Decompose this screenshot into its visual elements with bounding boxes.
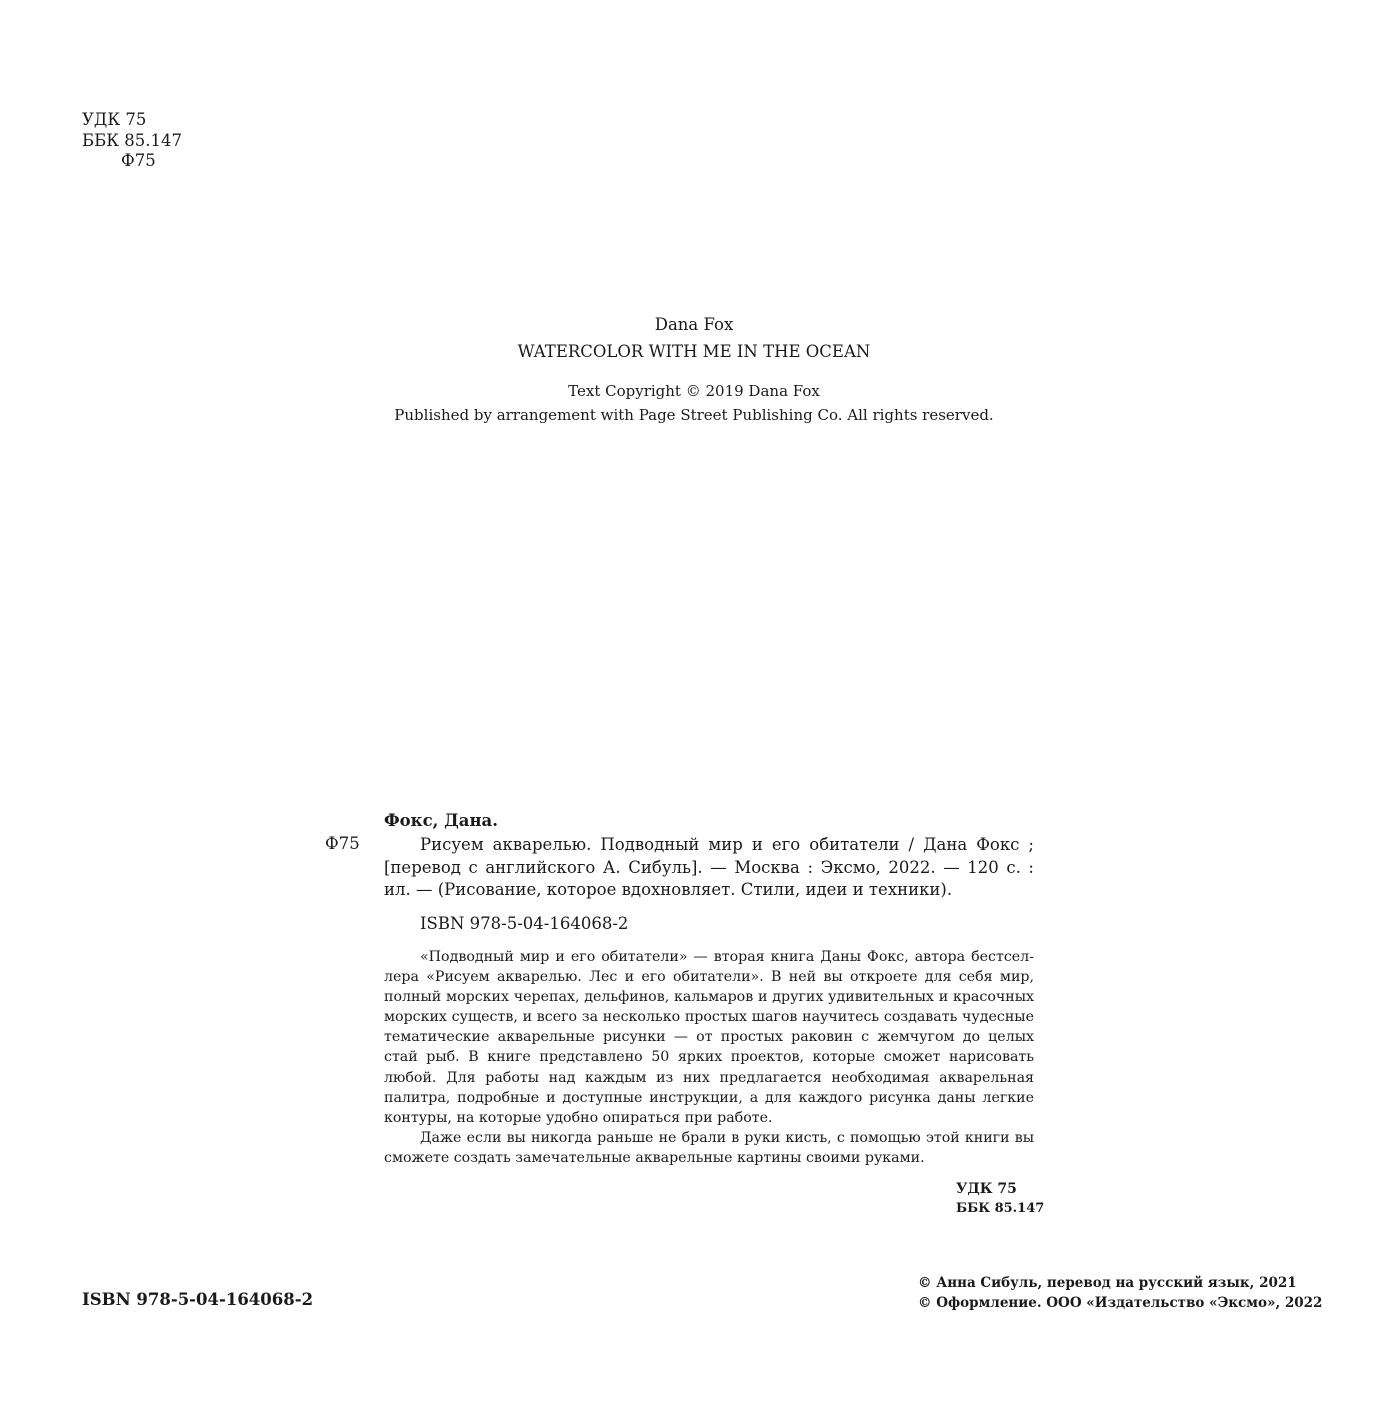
translation-copyright: © Анна Сибуль, перевод на русский язык, 2021 [918,1275,1297,1291]
card-author: Фокс, Дана. [384,811,498,830]
card-author-mark: Ф75 [325,834,360,853]
annotation-paragraph: «Подводный мир и его обитатели» — вторая книга Даны Фокс, автора бестселлера «Рисуем акварелью. Лес и его обитатели». В ней вы откроете для себя мир, полный морских черепах, дельфинов, кальмаров и других удивительных и красочных морских существ, и всего за несколько простых шагов научитесь создавать чудесные тематические акварельные рисунки — от простых раковин с жемчугом до целых стай рыб. В книге представлено 50 ярких проектов, которые сможет нарисовать любой. Для работы над каждым из них предлагается необходимая акварельная палитра, подробные и доступные инструкции, а для каждого рисунка даны легкие контуры, на которые удобно опираться при работе. [384,949,1034,1126]
footer-copyrights [918,1273,1322,1313]
footer-isbn: ISBN 978-5-04-164068-2 [82,1290,314,1309]
original-author: Dana Fox [654,315,734,334]
design-copyright: © Оформление. ООО «Издательство «Эксмо», 2022 [918,1295,1323,1311]
annotation-paragraph: Даже если вы никогда раньше не брали в руки кисть, с помощью этой книги вы сможете создать замечательные акварельные картины своими руками. [384,1129,1034,1166]
rights-line: Published by arrangement with Page Street Publishing Co. All rights reserved. [394,406,994,424]
author-mark: Ф75 [121,151,156,170]
original-copyright [0,379,1388,427]
copyright-line: Text Copyright © 2019 Dana Fox [568,382,820,400]
card-udk: УДК 75 [956,1181,1017,1197]
card-classification [956,1180,1044,1218]
classification-block [82,110,182,172]
card-description: Рисуем акварелью. Подводный мир и его обитатели / Дана Фокс ; [перевод с английского А. Сибуль]. — Москва : Эксмо, 2022. — 120 с. : ил. — (Рисование, которое вдохновляет. Стили, идеи и техники). [384,835,1034,899]
udk-code: УДК 75 [82,110,147,129]
bbk-code: ББК 85.147 [82,130,182,150]
card-bbk: ББК 85.147 [956,1201,1045,1216]
original-title: WATERCOLOR WITH ME IN THE OCEAN [517,342,871,361]
annotation [384,947,1034,1168]
card-isbn: ISBN 978-5-04-164068-2 [420,914,629,933]
